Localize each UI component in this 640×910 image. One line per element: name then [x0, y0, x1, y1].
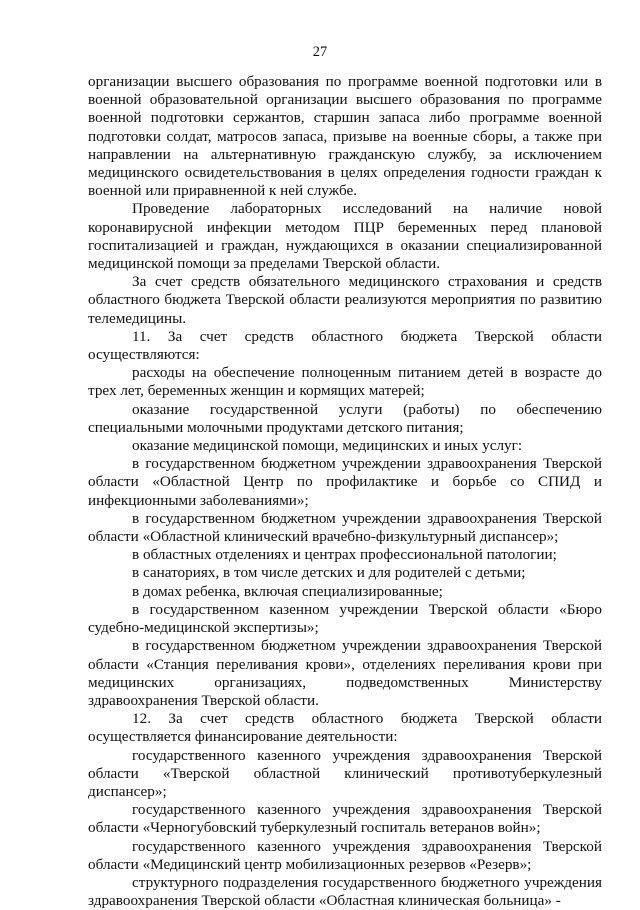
paragraph-pcr-testing: Проведение лабораторных исследований на наличие новой коронавирусной инфекции методом ПЦР беременных перед плановой госпитализацией и граждан, нуждающихся в оказании специализированной медицинской помощи за пределами Тверской области.	[88, 200, 602, 273]
paragraph-military-education: организации высшего образования по программе военной подготовки или в военной образовательной организации высшего образования по программе военной подготовки сержантов, старшин запаса либо программе военной подготовки солдат, матросов запаса, призыве на военные сборы, а также при направлении на альтернативную гражданскую службу, за исключением медицинского освидетельствования в целях определения годности граждан к военной или приравненной к ней службе.	[88, 73, 602, 200]
paragraph-regional-hospital: структурного подразделения государственного бюджетного учреждения здравоохранения Тверской области «Областная клиническая больница» -	[88, 873, 602, 910]
document-body	[88, 73, 602, 910]
paragraph-sports-dispensary: в государственном бюджетном учреждении здравоохранения Тверской области «Областной клинический врачебно-физкультурный диспансер»;	[88, 509, 602, 546]
paragraph-dairy-products: оказание государственной услуги (работы) по обеспечению специальными молочными продуктами детского питания;	[88, 400, 602, 436]
paragraph-occupational-pathology: в областных отделениях и центрах профессиональной патологии;	[132, 546, 557, 564]
paragraph-forensic-bureau: в государственном казенном учреждении Тверской области «Бюро судебно-медицинской экспертизы»;	[88, 600, 602, 637]
paragraph-blood-transfusion: в государственном бюджетном учреждении здравоохранения Тверской области «Станция переливания крови», отделениях переливания крови при медицинских организациях, подведомственных Министерству здравоохранения Тверской области.	[88, 637, 602, 709]
paragraph-aids-center: в государственном бюджетном учреждении здравоохранения Тверской области «Областной Центр по профилактике и борьбе со СПИД и инфекционными заболеваниями»;	[88, 455, 602, 509]
paragraph-section-11-heading: 11. За счет средств областного бюджета Тверской области осуществляются:	[88, 327, 602, 364]
page-number: 27	[312, 44, 328, 60]
paragraph-childrens-homes: в домах ребенка, включая специализированные;	[132, 582, 443, 600]
paragraph-sanatoriums: в санаториях, в том числе детских и для родителей с детьми;	[132, 564, 526, 582]
paragraph-medical-services: оказание медицинской помощи, медицинских и иных услуг:	[132, 437, 523, 455]
paragraph-veterans-hospital: государственного казенного учреждения здравоохранения Тверской области «Черногубовский туберкулезный госпиталь ветеранов войн»;	[88, 801, 602, 837]
paragraph-mobilization-reserve: государственного казенного учреждения здравоохранения Тверской области «Медицинский центр мобилизационных резервов «Резерв»;	[88, 837, 602, 873]
paragraph-child-nutrition: расходы на обеспечение полноценным питанием детей в возрасте до трех лет, беременных женщин и кормящих матерей;	[88, 364, 602, 400]
paragraph-tuberculosis-dispensary: государственного казенного учреждения здравоохранения Тверской области «Тверской областной клинический противотуберкулезный диспансер»;	[88, 746, 602, 800]
paragraph-telemedicine: За счет средств обязательного медицинского страхования и средств областного бюджета Тверской области реализуются мероприятия по развитию телемедицины.	[88, 273, 602, 327]
paragraph-section-12-heading: 12. За счет средств областного бюджета Тверской области осуществляется финансирование деятельности:	[88, 710, 602, 746]
